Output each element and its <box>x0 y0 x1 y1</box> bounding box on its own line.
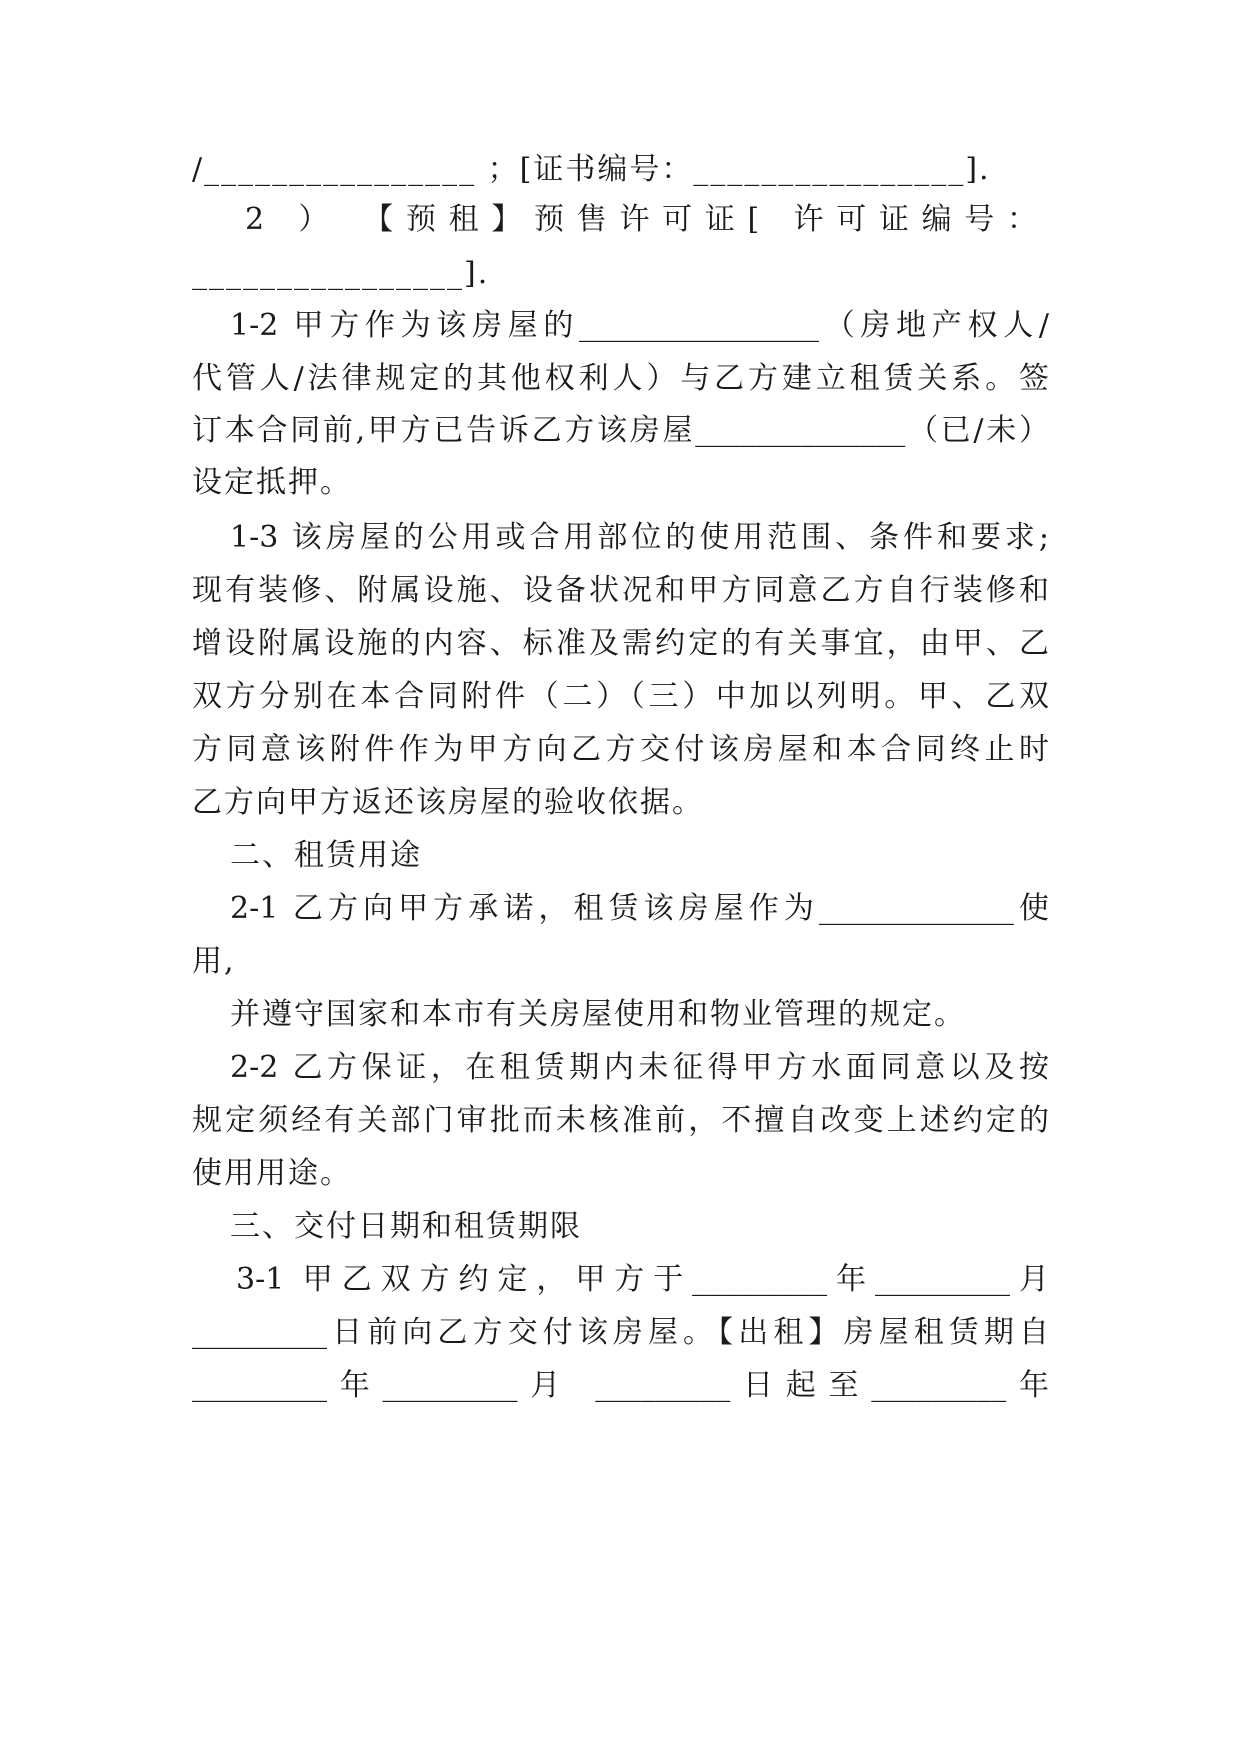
text-line: 2 ） 【预租】预售许可证[ 许可证编号： <box>245 202 1049 237</box>
text-line: 1-2 甲方作为该房屋的________________（房地产权人/ <box>230 308 1049 343</box>
text-line: 用, <box>192 944 236 979</box>
text-line: 代管人/法律规定的其他权利人）与乙方建立租赁关系。签 <box>192 361 1049 396</box>
text-line: _________日前向乙方交付该房屋。【出租】房屋租赁期自 <box>192 1315 1049 1350</box>
text-line: 方同意该附件作为甲方向乙方交付该房屋和本合同终止时 <box>192 732 1049 767</box>
text-line: /________________ ；[证书编号：________________]. <box>192 152 991 187</box>
text-line: 1-3 该房屋的公用或合用部位的使用范围、条件和要求; <box>230 520 1049 555</box>
text-line: 2-1 乙方向甲方承诺，租赁该房屋作为_____________使 <box>230 891 1049 926</box>
text-line: _________年_________月 _________日起至_________年 <box>192 1368 1049 1403</box>
text-line: 增设附属设施的内容、标准及需约定的有关事宜，由甲、乙 <box>192 626 1049 661</box>
text-line: ________________]. <box>192 256 490 291</box>
text-line: 设定抵押。 <box>192 465 352 500</box>
text-line: 双方分别在本合同附件（二）（三）中加以列明。甲、乙双 <box>192 679 1049 714</box>
text-line: 并遵守国家和本市有关房屋使用和物业管理的规定。 <box>230 997 966 1032</box>
text-line: 现有装修、附属设施、设备状况和甲方同意乙方自行装修和 <box>192 573 1049 608</box>
text-line: 使用用途。 <box>192 1156 352 1191</box>
text-line: 订本合同前,甲方已告诉乙方该房屋______________（已/未） <box>192 413 1049 448</box>
text-line: 乙方向甲方返还该房屋的验收依据。 <box>192 785 704 820</box>
text-line: 规定须经有关部门审批而未核准前，不擅自改变上述约定的 <box>192 1103 1049 1138</box>
text-line: 3-1 甲乙双方约定，甲方于_________年_________月 <box>236 1262 1049 1297</box>
section-heading: 二、租赁用途 <box>230 838 422 873</box>
text-line: 2-2 乙方保证，在租赁期内未征得甲方水面同意以及按 <box>230 1050 1049 1085</box>
section-heading: 三、交付日期和租赁期限 <box>230 1209 582 1244</box>
